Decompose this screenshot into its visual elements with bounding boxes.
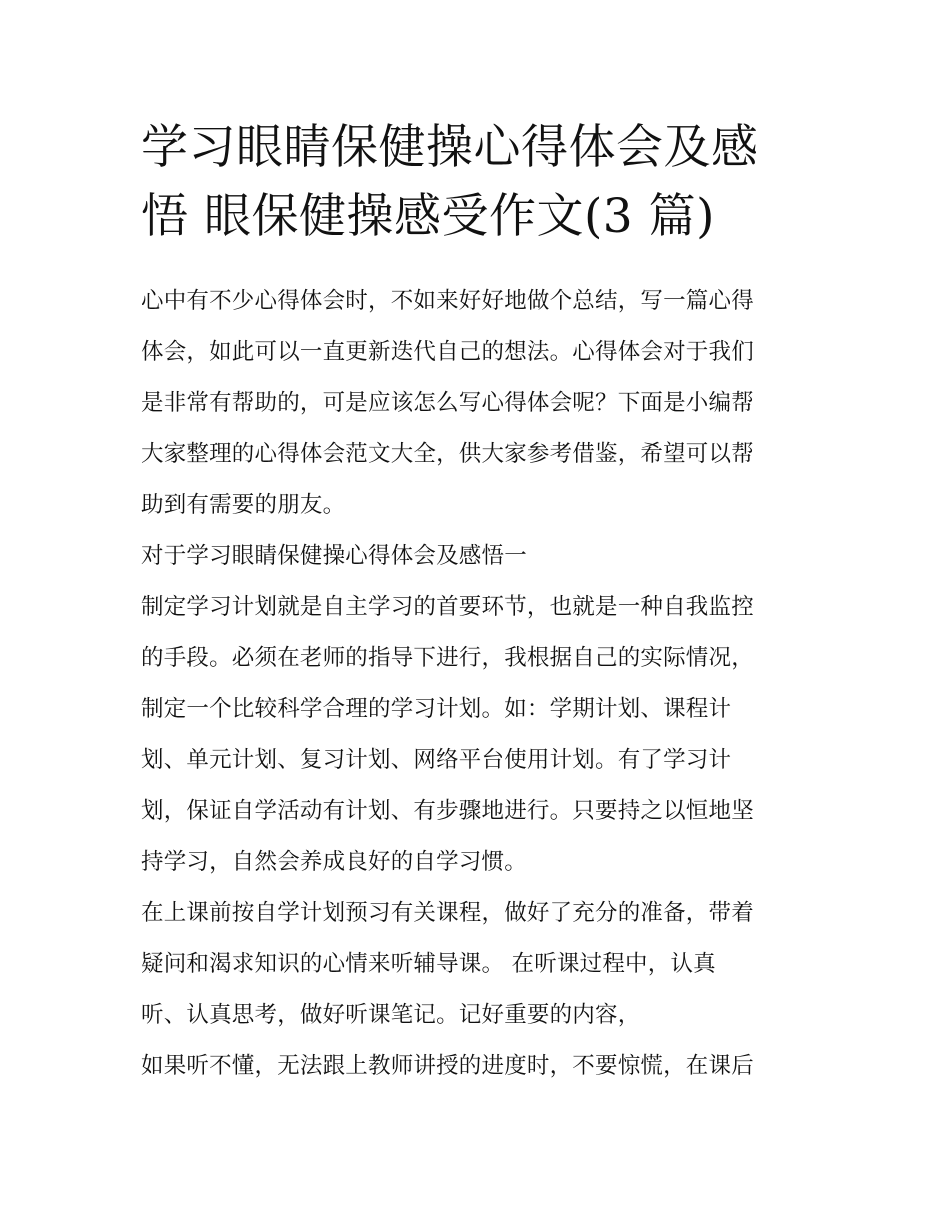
body-line: 助到有需要的朋友。 (141, 492, 346, 518)
body-line: 制定一个比较科学合理的学习计划。如：学期计划、课程计 (141, 696, 732, 722)
body-line: 体会，如此可以一直更新迭代自己的想法。心得体会对于我们 (141, 339, 754, 365)
section-heading: 对于学习眼睛保健操心得体会及感悟一 (141, 543, 527, 569)
title-line-1: 学习眼睛保健操心得体会及感 (141, 120, 759, 175)
body-line: 疑问和渴求知识的心情来听辅导课。 在听课过程中，认真 (141, 951, 716, 977)
body-line: 在上课前按自学计划预习有关课程，做好了充分的准备，带着 (141, 900, 754, 926)
body-line: 制定学习计划就是自主学习的首要环节，也就是一种自我监控 (141, 594, 754, 620)
document-body (141, 281, 821, 1097)
document-title (141, 113, 821, 251)
body-line: 划、单元计划、复习计划、网络平台使用计划。有了学习计 (141, 747, 732, 773)
title-line-2: 悟 眼保健操感受作文(3 篇) (141, 189, 715, 244)
body-line: 如果听不懂，无法跟上教师讲授的进度时，不要惊慌，在课后 (141, 1053, 754, 1079)
body-line: 的手段。必须在老师的指导下进行，我根据自己的实际情况， (141, 645, 754, 671)
body-line: 持学习，自然会养成良好的自学习惯。 (141, 849, 527, 875)
body-line: 听、认真思考，做好听课笔记。记好重要的内容， (141, 1002, 641, 1028)
body-line: 大家整理的心得体会范文大全，供大家参考借鉴，希望可以帮 (141, 441, 754, 467)
body-line: 划，保证自学活动有计划、有步骤地进行。只要持之以恒地坚 (141, 798, 754, 824)
body-line: 心中有不少心得体会时，不如来好好地做个总结，写一篇心得 (141, 288, 754, 314)
body-line: 是非常有帮助的，可是应该怎么写心得体会呢？下面是小编帮 (141, 390, 754, 416)
